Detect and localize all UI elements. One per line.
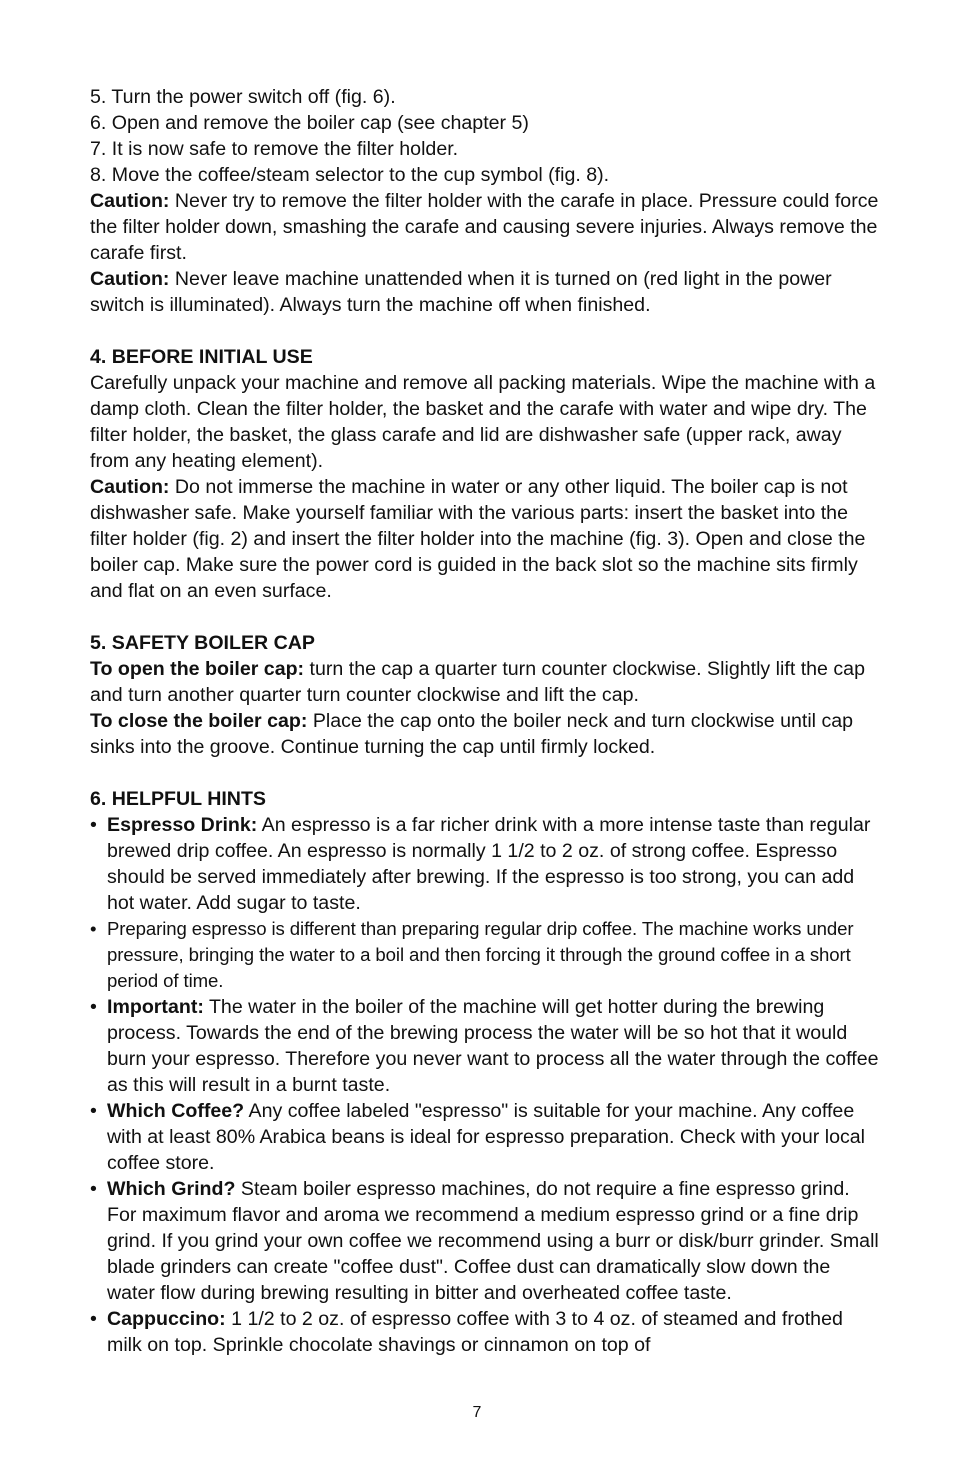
page-number: 7 (472, 1404, 482, 1421)
hint-label: Important: (107, 996, 204, 1018)
caution-label: Caution: (90, 190, 170, 212)
hint-text: An espresso is a far richer drink with a more intense taste than regular brewed drip coffee. An espresso is normally 1 1/2 to 2 oz. of strong coffee. Espresso should be served immediately after brewing. If the espresso is too strong, you can add hot water. Add sugar to taste. (107, 814, 871, 914)
open-label: To open the boiler cap: (90, 658, 305, 680)
hint-label: Espresso Drink: (107, 814, 258, 836)
section-5-heading: 5. SAFETY BOILER CAP (90, 632, 316, 654)
caution-text: Never try to remove the filter holder with the carafe in place. Pressure could force the filter holder down, smashing the carafe and causing severe injuries. Always remove the carafe first. (90, 190, 879, 264)
step-6: 6. Open and remove the boiler cap (see chapter 5) (90, 112, 529, 134)
bullet: • (90, 918, 97, 939)
hint-label: Which Grind? (107, 1178, 236, 1200)
caution-label: Caution: (90, 268, 170, 290)
bullet: • (90, 814, 97, 836)
hint-which-coffee (90, 1098, 880, 1176)
manual-page (90, 84, 880, 1358)
caution-text: Do not immerse the machine in water or any other liquid. The boiler cap is not dishwasher safe. Make yourself familiar with the various parts: insert the basket into the filter holder (fig. 2) and insert the filter holder into the machine (fig. 3). Open and close the boiler cap. Make sure the power cord is guided in the back slot so the machine sits firmly and flat on an even surface. (90, 476, 866, 602)
bullet: • (90, 996, 97, 1018)
spacer (90, 604, 880, 630)
hints-list (90, 812, 880, 1358)
hint-which-grind (90, 1176, 880, 1306)
open-boiler-cap-instructions (90, 656, 880, 708)
bullet: • (90, 1308, 97, 1330)
close-label: To close the boiler cap: (90, 710, 308, 732)
close-text: Place the cap onto the boiler neck and turn clockwise until cap sinks into the groove. Continue turning the cap until firmly locked. (90, 710, 854, 758)
hint-text: Preparing espresso is different than preparing regular drip coffee. The machine works under pressure, bringing the water to a boil and then forcing it through the ground coffee in a short period of time. (107, 918, 854, 991)
section-4-body: Carefully unpack your machine and remove all packing materials. Wipe the machine with a damp cloth. Clean the filter holder, the basket and the carafe with water and wipe dry. The filter holder, the basket, the glass carafe and lid are dishwasher safe (upper rack, away from any heating element). (90, 372, 876, 472)
hint-label: Which Coffee? (107, 1100, 245, 1122)
hint-text: Steam boiler espresso machines, do not require a fine espresso grind. For maximum flavor and aroma we recommend a medium espresso grind or a fine drip grind. If you grind your own coffee we recommend using a burr or disk/burr grinder. Small blade grinders can create "coffee dust". Coffee dust can dramatically slow down the water flow during brewing resulting in bitter and overheated coffee taste. (107, 1178, 879, 1304)
section-4-caution (90, 474, 880, 604)
step-8: 8. Move the coffee/steam selector to the cup symbol (fig. 8). (90, 164, 610, 186)
caution-text: Never leave machine unattended when it is turned on (red light in the power switch is illuminated). Always turn the machine off when finished. (90, 268, 832, 316)
hint-text: The water in the boiler of the machine will get hotter during the brewing process. Towards the end of the brewing process the water will be so hot that it would burn your espresso. Therefore you never want to process all the water through the coffee as this will result in a burnt taste. (107, 996, 879, 1096)
caution-unattended (90, 266, 880, 318)
hint-preparing-espresso (90, 916, 880, 994)
section-6-heading: 6. HELPFUL HINTS (90, 788, 266, 810)
hint-espresso-drink (90, 812, 880, 916)
close-boiler-cap-instructions (90, 708, 880, 760)
caution-filter-holder (90, 188, 880, 266)
hint-text: 1 1/2 to 2 oz. of espresso coffee with 3 to 4 oz. of steamed and frothed milk on top. Sprinkle chocolate shavings or cinnamon on top of (107, 1308, 843, 1356)
hint-cappuccino (90, 1306, 880, 1358)
step-7: 7. It is now safe to remove the filter holder. (90, 138, 459, 160)
bullet: • (90, 1100, 97, 1122)
spacer (90, 318, 880, 344)
hint-important (90, 994, 880, 1098)
section-4-heading: 4. BEFORE INITIAL USE (90, 346, 313, 368)
bullet: • (90, 1178, 97, 1200)
hint-label: Cappuccino: (107, 1308, 226, 1330)
spacer (90, 760, 880, 786)
open-text: turn the cap a quarter turn counter clockwise. Slightly lift the cap and turn another quarter turn counter clockwise and lift the cap. (90, 658, 865, 706)
hint-text: Any coffee labeled "espresso" is suitable for your machine. Any coffee with at least 80% Arabica beans is ideal for espresso preparation. Check with your local coffee store. (107, 1100, 866, 1174)
caution-label: Caution: (90, 476, 170, 498)
step-5: 5. Turn the power switch off (fig. 6). (90, 86, 396, 108)
